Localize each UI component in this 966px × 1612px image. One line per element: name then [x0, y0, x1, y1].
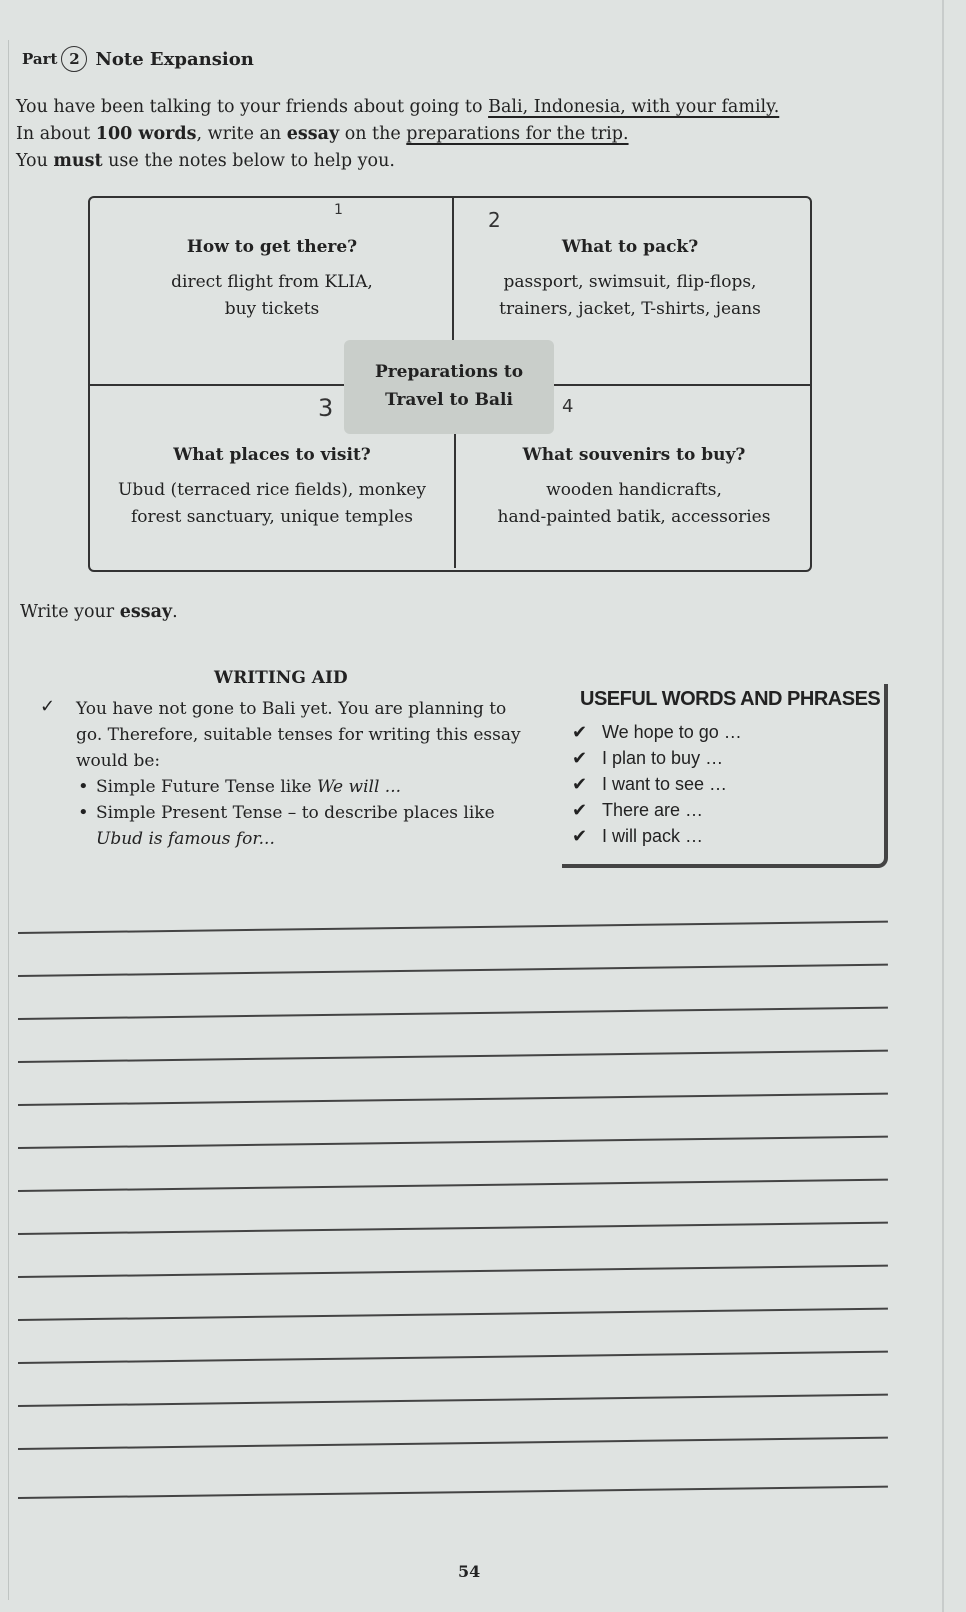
- note-text: trainers, jacket, T-shirts, jeans: [499, 299, 761, 319]
- must-word: must: [53, 151, 103, 171]
- aid-example: We will ...: [316, 777, 401, 797]
- handwritten-number-4: 4: [562, 396, 574, 417]
- center-topic-line-1: Preparations to: [374, 362, 524, 382]
- aid-text: Simple Future Tense like: [96, 777, 317, 797]
- phrase-text: We hope to go …: [602, 722, 742, 742]
- note-text: Ubud (terraced rice fields), monkey: [118, 480, 426, 500]
- writing-line[interactable]: [18, 1394, 888, 1407]
- phrase-text: There are …: [602, 800, 704, 820]
- part-label: Part: [22, 50, 58, 68]
- margin-line: [8, 40, 9, 1600]
- note-text: forest sanctuary, unique temples: [131, 507, 413, 527]
- prompt-bold: essay: [119, 602, 173, 622]
- tick-icon: ✔: [572, 774, 588, 795]
- note-text: wooden handicrafts,: [546, 480, 722, 500]
- writing-line[interactable]: [18, 1437, 888, 1450]
- phrase-item: [572, 722, 742, 743]
- note-text: hand-painted batik, accessories: [497, 507, 771, 527]
- note-places-to-visit: [102, 442, 442, 531]
- useful-phrases-box: [562, 684, 888, 868]
- word-count: 100 words: [95, 124, 197, 144]
- page-edge: [942, 0, 944, 1612]
- part-title: Note Expansion: [95, 48, 254, 70]
- writing-line[interactable]: [18, 1136, 888, 1149]
- instruction-line-3: [16, 148, 916, 175]
- page-number: 54: [458, 1562, 481, 1581]
- center-topic: [344, 340, 554, 434]
- note-text: direct flight from KLIA,: [171, 272, 373, 292]
- bullet-icon: •: [78, 776, 89, 797]
- writing-line[interactable]: [18, 964, 888, 977]
- phrase-text: I plan to buy …: [602, 748, 724, 768]
- tick-icon: ✔: [572, 748, 588, 769]
- writing-line[interactable]: [18, 1222, 888, 1235]
- note-what-to-pack: [460, 234, 800, 323]
- instruction-text: You: [16, 151, 54, 171]
- instruction-line-2: [16, 121, 916, 148]
- note-question: What souvenirs to buy?: [522, 445, 746, 465]
- instruction-text: use the notes below to help you.: [102, 151, 395, 171]
- aid-bullet-1: [96, 774, 546, 800]
- writing-aid-title: WRITING AID: [214, 668, 348, 688]
- instructions: [16, 94, 916, 175]
- writing-line[interactable]: [18, 1179, 888, 1192]
- handwritten-number-3: 3: [318, 394, 334, 422]
- note-text: buy tickets: [224, 299, 320, 319]
- aid-line: You have not gone to Bali yet. You are planning to: [76, 699, 507, 719]
- underlined-text: preparations for the trip.: [406, 124, 629, 144]
- write-prompt: [20, 602, 178, 622]
- check-icon: ✓: [40, 696, 56, 717]
- useful-phrases-title: USEFUL WORDS AND PHRASES: [580, 688, 881, 710]
- prompt-text: Write your: [20, 602, 120, 622]
- phrase-item: [572, 748, 723, 769]
- writing-line[interactable]: [18, 1308, 888, 1321]
- note-souvenirs-to-buy: [464, 442, 804, 531]
- writing-line[interactable]: [18, 1050, 888, 1063]
- notes-diagram: [88, 196, 812, 572]
- divider-bottom: [454, 434, 456, 568]
- note-question: What places to visit?: [173, 445, 371, 465]
- bullet-icon: •: [78, 802, 89, 823]
- part-number: 2: [61, 46, 87, 72]
- tick-icon: ✔: [572, 826, 588, 847]
- writing-line[interactable]: [18, 1351, 888, 1364]
- aid-example: Ubud is famous for...: [96, 829, 275, 849]
- phrase-text: I want to see …: [602, 774, 728, 794]
- phrase-item: [572, 800, 703, 821]
- underlined-text: Bali, Indonesia, with your family.: [488, 97, 780, 117]
- writing-line[interactable]: [18, 1265, 888, 1278]
- writing-line[interactable]: [18, 1007, 888, 1020]
- essay-word: essay: [286, 124, 340, 144]
- prompt-text: .: [172, 602, 178, 622]
- instruction-text: In about: [16, 124, 96, 144]
- phrase-text: I will pack …: [602, 826, 704, 846]
- note-question: How to get there?: [186, 237, 358, 257]
- instruction-text: You have been talking to your friends about going to: [16, 97, 489, 117]
- phrase-item: [572, 774, 727, 795]
- tick-icon: ✔: [572, 800, 588, 821]
- tick-icon: ✔: [572, 722, 588, 743]
- writing-line[interactable]: [18, 921, 888, 934]
- instruction-text: on the: [339, 124, 407, 144]
- handwritten-number-2: 2: [488, 208, 501, 232]
- divider-top: [452, 198, 454, 340]
- handwritten-number-1: 1: [334, 202, 343, 218]
- writing-line[interactable]: [18, 1486, 888, 1499]
- note-question: What to pack?: [561, 237, 699, 257]
- instruction-text: , write an: [196, 124, 287, 144]
- part-header: [22, 46, 254, 72]
- aid-line: would be:: [76, 751, 161, 771]
- aid-line: go. Therefore, suitable tenses for writing this essay: [76, 725, 521, 745]
- instruction-line-1: [16, 94, 916, 121]
- aid-bullet-2: Simple Present Tense – to describe places like: [96, 803, 495, 823]
- writing-line[interactable]: [18, 1093, 888, 1106]
- center-topic-line-2: Travel to Bali: [385, 390, 513, 410]
- phrase-item: [572, 826, 703, 847]
- note-how-to-get-there: [102, 234, 442, 323]
- note-text: passport, swimsuit, flip-flops,: [503, 272, 757, 292]
